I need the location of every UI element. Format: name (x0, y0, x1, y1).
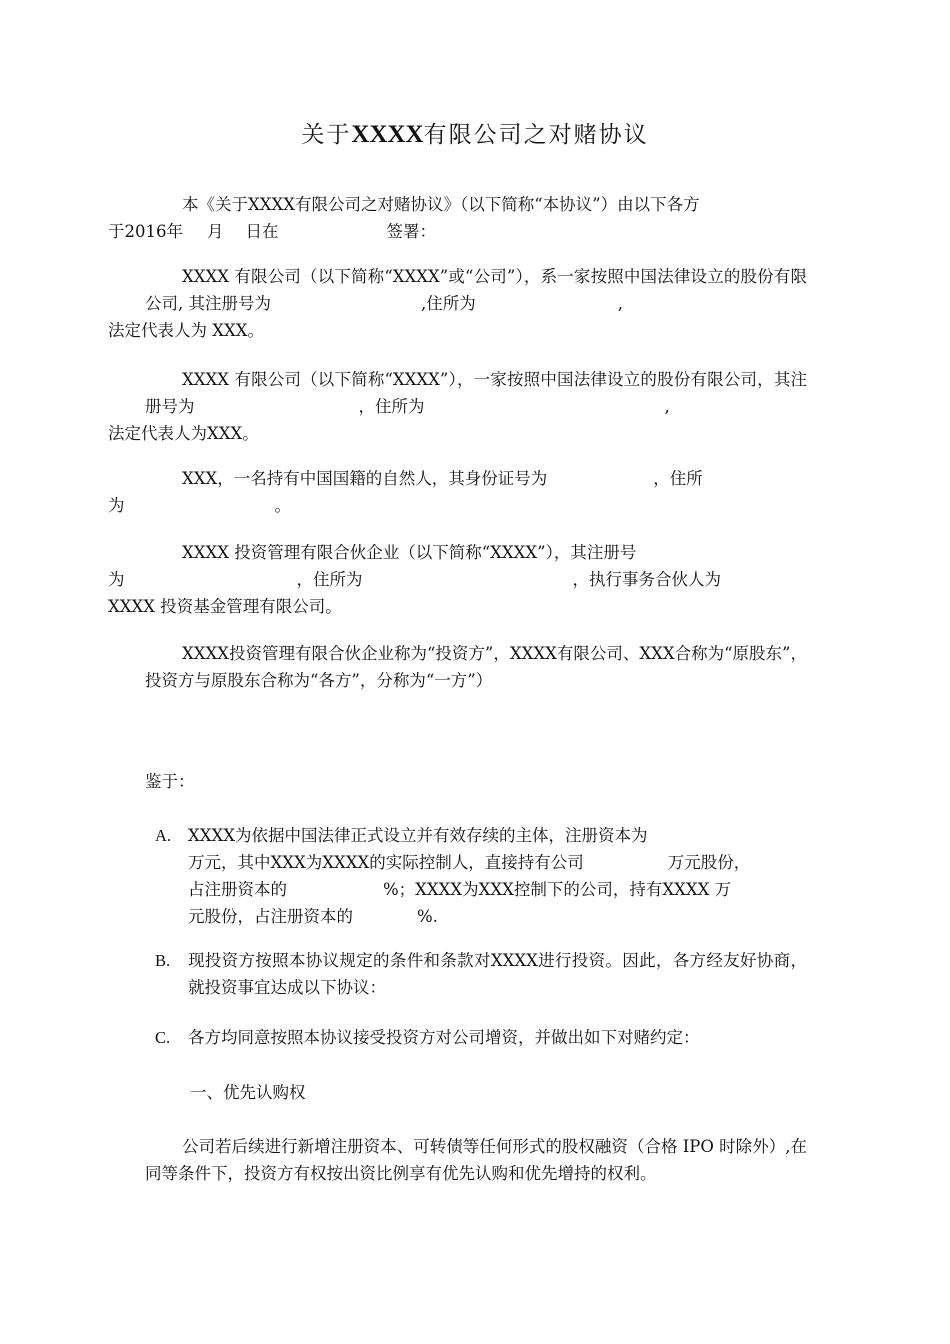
whereas-heading: 鉴于： (145, 772, 195, 791)
title-prefix: 关于 (301, 122, 352, 148)
party-4-paragraph: XXXX 投资管理有限合伙企业（以下简称“XXXX”），其注册号 为 ，住所为 ，执行事务合伙人为 XXXX 投资基金管理有限公司。 (108, 543, 721, 616)
item-c-marker: C. (155, 1028, 171, 1047)
title-company: XXXX (351, 121, 424, 148)
whereas-item-a: A. XXXX为依据中国法律正式设立并有效存续的主体，注册资本为 万元，其中XXX为XXXX的实际控制人，直接持有公司 万元股份， 占注册资本的 %；XXXX为XXX控制下的公司，持有XXXX 万 元股份，占注册资本的 %. (188, 822, 807, 930)
section-1-body: 公司若后续进行新增注册资本、可转债等任何形式的股权融资（合格 IPO 时除外）,在同等条件下，投资方有权按出资比例享有优先认购和优先增持的权利。 (145, 1137, 807, 1183)
section-1-heading: 一、优先认购权 (190, 1083, 306, 1102)
item-b-marker: B. (155, 951, 171, 970)
party-3-paragraph: XXX，一名持有中国国籍的自然人，其身份证号为 ，住所 为 。 (108, 469, 703, 515)
party-1-paragraph: XXXX 有限公司（以下简称“XXXX”或“公司”），系一家按照中国法律设立的股份有限公司, 其注册号为 ,住所为 , 法定代表人为 XXX。 (108, 267, 807, 340)
whereas-item-c: C. 各方均同意按照本协议接受投资方对公司增资，并做出如下对赌约定： (188, 1024, 807, 1051)
party-2-paragraph: XXXX 有限公司（以下简称“XXXX”），一家按照中国法律设立的股份有限公司，其注册号为 ，住所为 , 法定代表人为XXX。 (108, 370, 807, 443)
document-title (0, 116, 950, 149)
collective-definitions-paragraph: XXXX投资管理有限合伙企业称为“投资方”，XXXX有限公司、XXX合称为“原股东”，投资方与原股东合称为“各方”，分称为“一方”） (145, 644, 807, 690)
title-suffix: 有限公司之对赌协议 (423, 122, 649, 148)
item-a-marker: A. (155, 826, 172, 845)
intro-paragraph: 本《关于XXXX有限公司之对赌协议》（以下简称“本协议”）由以下各方 于2016年 月 日在 签署： (108, 195, 700, 241)
whereas-item-b: B. 现投资方按照本协议规定的条件和条款对XXXX进行投资。因此，各方经友好协商，就投资事宜达成以下协议： (188, 947, 807, 1001)
